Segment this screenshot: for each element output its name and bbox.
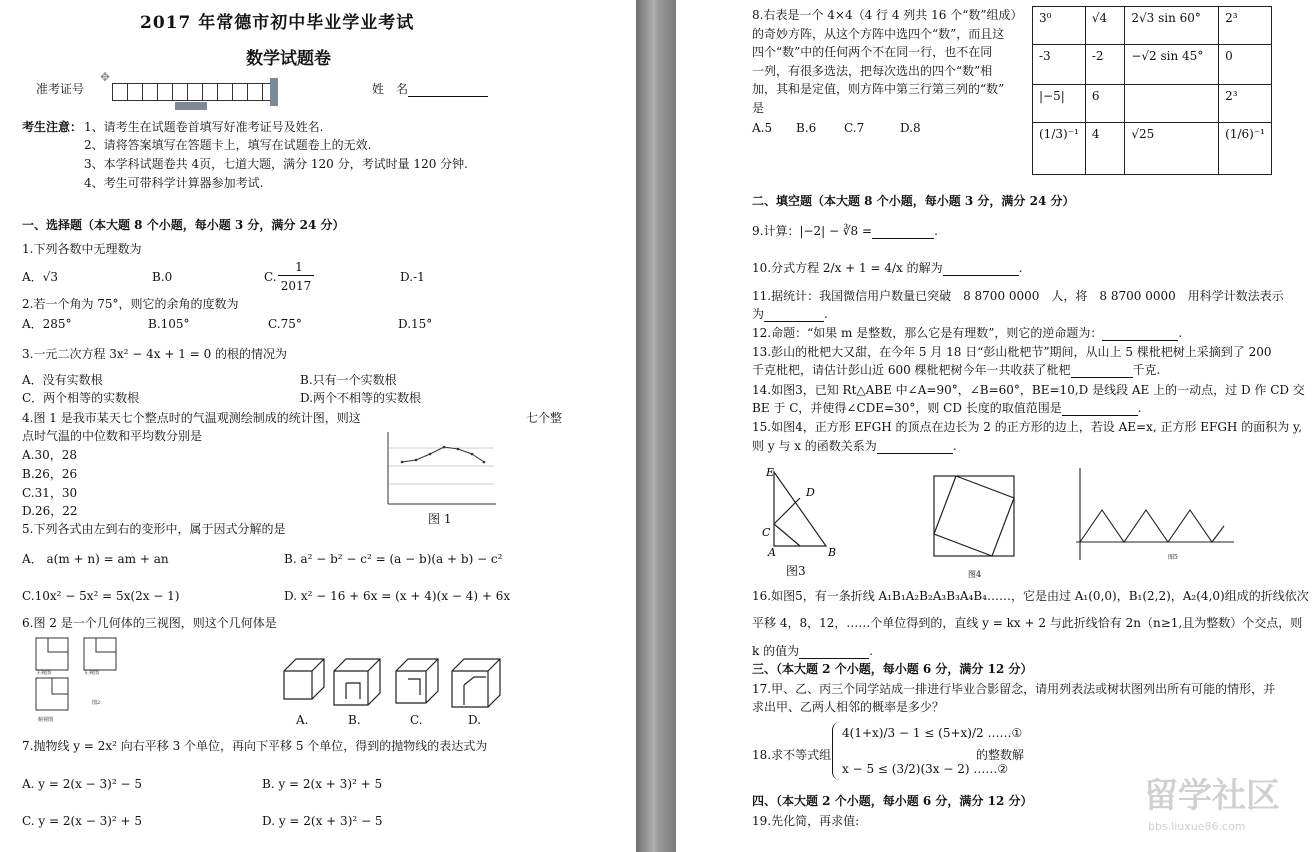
table-cell: √4 [1085, 7, 1125, 45]
q6-option-b: B. [348, 713, 361, 727]
section-1-heading: 一、选择题（本大题 8 个小题，每小题 3 分，满分 24 分） [22, 218, 345, 232]
exam-subtitle: 数学试题卷 [246, 49, 331, 69]
q3-stem: 3.一元二次方程 3x² − 4x + 1 = 0 的根的情况为 [22, 347, 288, 361]
q3-option-b: B.只有一个实数根 [300, 373, 397, 387]
q5-option-b: B. a² − b² − c² = (a − b)(a + b) − c² [284, 552, 503, 566]
q1-option-a: A．√3 [22, 270, 58, 284]
q4-stem-line1-end: 七个整 [526, 411, 563, 425]
q3-option-a: A．没有实数根 [22, 373, 103, 387]
q13-line-2: 千克枇杷，请估计彭山近 600 棵枇杷树今年一共收获了枇杷 千克. [752, 363, 1161, 377]
figure-4-nested-squares [926, 470, 1022, 566]
q2-stem: 2.若一个角为 75°，则它的余角的度数为 [22, 297, 239, 311]
q2-option-b: B.105° [148, 317, 190, 331]
table-cell: 2³ [1219, 85, 1272, 123]
q1-option-c: C. [264, 270, 277, 284]
q2-option-d: D.15° [398, 317, 433, 331]
q8-option-b: B.6 [796, 121, 817, 135]
q5-option-a: A． a(m + n) = am + an [22, 552, 169, 566]
figure-4-caption: 图4 [968, 570, 982, 579]
q8-line-4: 一列，有很多选法，把每次选出的四个“数”相 [752, 64, 993, 78]
q9: 9.计算：|−2| − ∛8 = . [752, 224, 938, 238]
q16-line-2: 平移 4，8，12，……个单位得到的，直线 y = kx + 2 与此折线恰有 2n（n≥1,且为整数）个交点，则 [752, 616, 1303, 630]
figure-3-caption: 图3 [786, 564, 806, 578]
svg-text:C: C [762, 526, 771, 539]
move-handle-icon: ✥ [100, 70, 111, 84]
q10: 10.分式方程 2/x + 1 = 4/x 的解为 . [752, 261, 1023, 275]
table-cell: 2√3 sin 60° [1125, 7, 1219, 45]
q7-option-d: D. y = 2(x + 3)² − 5 [262, 814, 383, 828]
q8-line-6: 是 [752, 101, 765, 115]
page-left [0, 0, 636, 852]
q2-option-c: C.75° [268, 317, 302, 331]
q2-option-a: A．285° [22, 317, 72, 331]
exam-id-label: 准考证号 [36, 82, 85, 96]
q7-option-b: B. y = 2(x + 3)² + 5 [262, 777, 383, 791]
q1-stem: 1.下列各数中无理数为 [22, 242, 142, 256]
q7-option-a: A. y = 2(x − 3)² − 5 [22, 777, 142, 791]
exam-id-boxes[interactable] [112, 83, 278, 101]
q4-stem-line2: 点时气温的中位数和平均数分别是 [22, 429, 203, 443]
q15-line-1: 15.如图4，正方形 EFGH 的顶点在边长为 2 的正方形的边上，若设 AE=x, 正方形 EFGH 的面积为 y, [752, 420, 1303, 434]
q5-option-d: D. x² − 16 + 6x = (x + 4)(x − 4) + 6x [284, 589, 511, 603]
q4-option-c: C.31，30 [22, 486, 78, 500]
q6-stem: 6.图 2 是一个几何体的三视图，则这个几何体是 [22, 616, 277, 630]
table-cell: (1/3)⁻¹ [1033, 123, 1086, 175]
page-right [676, 0, 1312, 852]
figure-5-caption: 图5 [1168, 554, 1178, 561]
note-4: 4、考生可带科学计算器参加考试. [84, 176, 264, 190]
q4-option-a: A.30，28 [22, 448, 78, 462]
table-cell: -3 [1033, 45, 1086, 85]
section-2-heading: 二、填空题（本大题 8 个小题，每小题 3 分，满分 24 分） [752, 194, 1075, 208]
figure-1-temperature-chart [378, 428, 500, 512]
q5-option-c: C.10x² − 5x² = 5x(2x − 1) [22, 589, 180, 603]
q8-option-a: A.5 [752, 121, 773, 135]
q15-line-2: 则 y 与 x 的函数关系为 . [752, 439, 957, 453]
q14-line-2: BE 于 C，并使得∠CDE=30°，则 CD 长度的取值范围是 . [752, 401, 1142, 415]
table-cell: √25 [1125, 123, 1219, 175]
q13-line-1: 13.彭山的枇杷大又甜，在今年 5 月 18 日“彭山枇杷节”期间，从山上 5 棵枇杷树上采摘到了 200 [752, 345, 1272, 359]
figure-3-triangle [760, 462, 840, 558]
q17-line-1: 17.甲、乙、丙三个同学站成一排进行毕业合影留念，请用列表法或树状图列出所有可能的情形，并 [752, 682, 1276, 696]
figure-2-caption: 图2 [92, 700, 101, 706]
q1-c-numerator: 1 [295, 260, 303, 274]
svg-text:A: A [768, 546, 776, 558]
watermark-logo: 留学社区 [1144, 776, 1280, 816]
q8-magic-square-table [1032, 6, 1272, 175]
watermark-url: bbs.liuxue86.com [1148, 820, 1246, 833]
q8-line-2: 的奇妙方阵，从这个方阵中选四个“数”，而且这 [752, 27, 1005, 41]
q3-option-d: D.两个不相等的实数根 [300, 391, 422, 405]
svg-text:B: B [828, 546, 837, 558]
q18-inequality-1: 4(1+x)/3 − 1 ≤ (5+x)/2 ……① [842, 726, 1023, 740]
note-1: 1、请考生在试题卷首填写好准考证号及姓名. [84, 120, 324, 134]
section-4-heading: 四、（本大题 2 个小题，每小题 6 分，满分 12 分） [752, 794, 1033, 808]
view-label-top: 俯视图 [38, 717, 54, 723]
q14-line-1: 14.如图3，已知 Rt△ABE 中∠A=90°，∠B=60°，BE=10,D 是线段 AE 上的一动点，过 D 作 CD 交 [752, 383, 1305, 397]
notes-label: 考生注意： [22, 120, 83, 134]
q11-line-2: 为 . [752, 307, 828, 321]
table-cell: |−5| [1033, 85, 1086, 123]
name-label: 姓 名 [372, 82, 488, 97]
q18-inequality-2: x − 5 ≤ (3/2)(3x − 2) ……② [842, 762, 1009, 776]
figure-5-zigzag-graph [1070, 464, 1240, 564]
q6-option-a: A. [296, 713, 309, 727]
q4-stem-line1: 4.图 1 是我市某天七个整点时的气温观测绘制成的统计图，则这 [22, 411, 361, 425]
table-cell: 2³ [1219, 7, 1272, 45]
q3-option-c: C．两个相等的实数根 [22, 391, 140, 405]
table-cell [1125, 85, 1219, 123]
note-3: 3、本学科试题卷共 4页，七道大题，满分 120 分，考试时量 120 分钟. [84, 157, 468, 171]
note-2: 2、请将答案填写在答题卡上，填写在试题卷上的无效. [84, 138, 372, 152]
figure-1-caption: 图 1 [428, 512, 452, 526]
table-cell: -2 [1085, 45, 1125, 85]
table-cell: (1/6)⁻¹ [1219, 123, 1272, 175]
table-cell: 3⁰ [1033, 7, 1086, 45]
q8-line-1: 8.右表是一个 4×4（4 行 4 列共 16 个“数”组成） [752, 8, 1023, 22]
add-row-icon [175, 102, 207, 110]
q6-option-c: C. [410, 713, 423, 727]
q17-line-2: 求出甲、乙两人相邻的概率是多少？ [752, 700, 945, 714]
view-label-front: 主视图 [36, 670, 52, 676]
q8-option-c: C.7 [844, 121, 865, 135]
q1-c-denominator: 2017 [280, 279, 312, 293]
view-label-side: 左视图 [84, 670, 100, 676]
q16-line-3: k 的值为 . [752, 644, 873, 658]
q7-option-c: C. y = 2(x − 3)² + 5 [22, 814, 143, 828]
section-3-heading: 三、（本大题 2 个小题，每小题 6 分，满分 12 分） [752, 662, 1033, 676]
svg-text:E: E [766, 466, 775, 479]
q5-stem: 5.下列各式由左到右的变形中，属于因式分解的是 [22, 522, 286, 536]
table-resize-icon [270, 78, 278, 106]
q12: 12.命题：“如果 m 是整数，那么它是有理数”，则它的逆命题为： . [752, 326, 1183, 340]
q4-option-d: D.26，22 [22, 504, 78, 518]
q18-suffix: 的整数解 [976, 748, 1025, 762]
q7-stem: 7.抛物线 y = 2x² 向右平移 3 个单位，再向下平移 5 个单位，得到的抛物线的表达式为 [22, 739, 488, 753]
q8-line-5: 加，其和是定值，则方阵中第三行第三列的“数” [752, 82, 1005, 96]
inequality-brace [832, 722, 841, 780]
table-cell: 6 [1085, 85, 1125, 123]
fraction-bar [278, 275, 314, 276]
q19: 19.先化简，再求值: [752, 814, 860, 828]
q8-line-3: 四个“数”中的任何两个不在同一行，也不在同 [752, 45, 993, 59]
table-cell: 4 [1085, 123, 1125, 175]
svg-text:D: D [806, 486, 815, 499]
q11-line-1: 11.据统计：我国微信用户数量已突破 8 8700 0000 人，将 8 8700 0000 用科学计数法表示 [752, 289, 1284, 303]
q4-option-b: B.26，26 [22, 467, 78, 481]
q1-option-b: B.0 [152, 270, 173, 284]
q16-line-1: 16.如图5，有一条折线 A₁B₁A₂B₂A₃B₃A₄B₄……，它是由过 A₁(0,0)，B₁(2,2)，A₂(4,0)组成的折线依次 [752, 589, 1309, 603]
page-gutter [636, 0, 676, 852]
table-cell: 0 [1219, 45, 1272, 85]
table-cell: −√2 sin 45° [1125, 45, 1219, 85]
q18-prefix: 18.求不等式组 [752, 748, 832, 762]
q8-option-d: D.8 [900, 121, 921, 135]
q6-option-d: D. [468, 713, 482, 727]
figure-2-three-views [32, 636, 132, 716]
exam-title: 2017 年常德市初中毕业学业考试 [140, 13, 415, 33]
q6-solid-options [280, 655, 505, 713]
q1-option-d: D.-1 [400, 270, 425, 284]
